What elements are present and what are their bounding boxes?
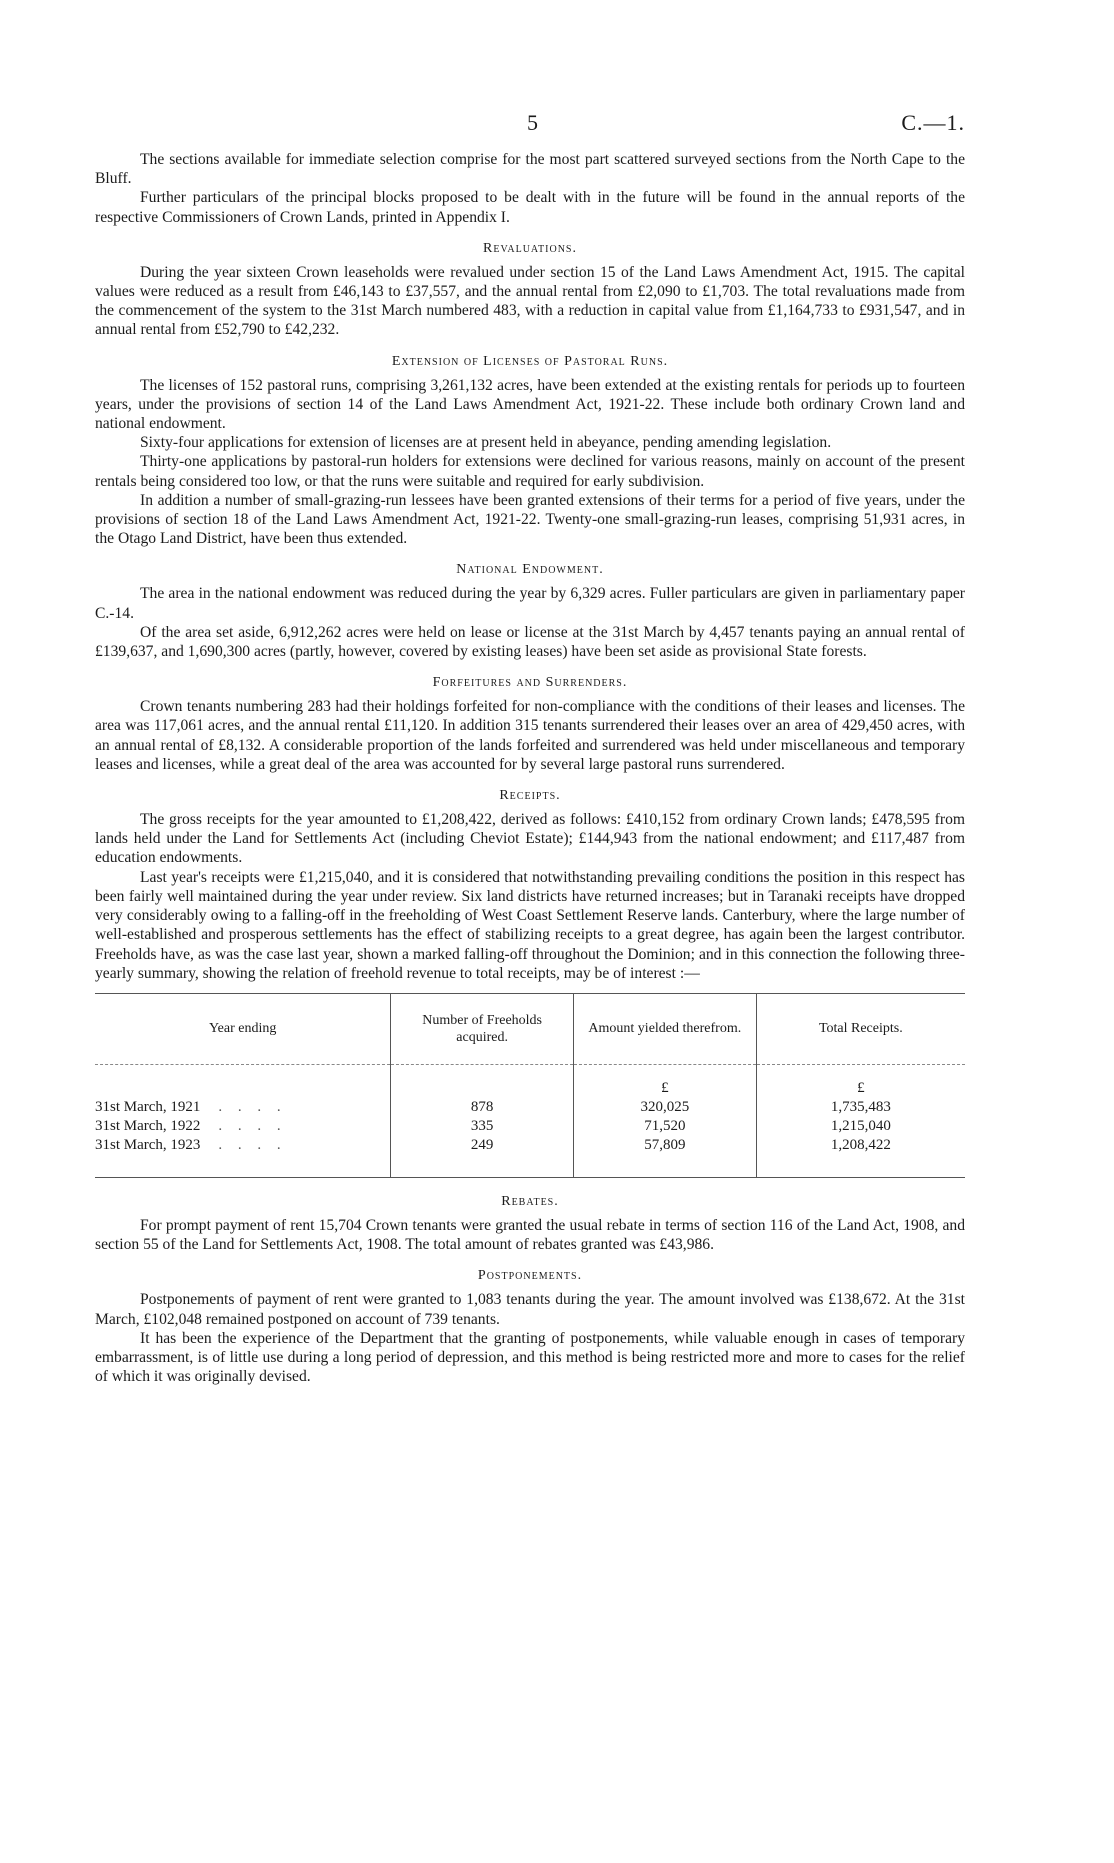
unit-cell <box>391 1064 574 1098</box>
table-row <box>95 1117 965 1136</box>
year-cell <box>95 1098 391 1117</box>
amount-cell: 320,025 <box>573 1098 756 1117</box>
paragraph: It has been the experience of the Department that the granting of postponements, while valuable enough in cases of temporary embarrassment, is of little use during a long period of depression, and this method is being restricted more and more to cases for the relief of which it was originally devised. <box>95 1329 965 1386</box>
year-cell <box>95 1117 391 1136</box>
total-cell: 1,735,483 <box>756 1098 965 1117</box>
paragraph: Sixty-four applications for extension of licenses are at present held in abeyance, pending amending legislation. <box>140 434 832 452</box>
revaluations-section <box>95 241 965 340</box>
section-heading: Postponements. <box>477 1268 583 1284</box>
amount-cell: 71,520 <box>573 1117 756 1136</box>
column-header-year: Year ending <box>95 993 391 1064</box>
section-heading: Rebates. <box>501 1193 559 1209</box>
table-unit-row <box>95 1064 965 1098</box>
freeholds-cell: 878 <box>391 1098 574 1117</box>
paragraph: During the year sixteen Crown leaseholds were revalued under section 15 of the Land Laws Amendment Act, 1915. The capital values were reduced as a result from £46,143 to £37,557, and the annual rental from £2,090 to £1,703. The total revaluations made from the commencement of the system to the 31st March numbered 483, with a reduction in capital value from £1,164,733 to £931,547, and in annual rental from £52,790 to £42,232. <box>95 263 965 339</box>
paragraph: Further particulars of the principal blocks proposed to be dealt with in the future will be found in the annual reports of the respective Commissioners of Crown Lands, printed in Appendix I. <box>95 189 965 226</box>
rebates-section <box>95 1194 965 1254</box>
paragraph: For prompt payment of rent 15,704 Crown tenants were granted the usual rebate in terms of section 116 of the Land Act, 1908, and section 55 of the Land for Settlements Act, 1908. The total amount of rebates granted was £43,986. <box>95 1216 965 1254</box>
paragraph: Of the area set aside, 6,912,262 acres were held on lease or license at the 31st March by 4,457 tenants paying an annual rental of £139,637, and 1,690,300 acres (partly, however, covered by existing leases) have been set aside as provisional State forests. <box>95 623 965 661</box>
section-heading: Revaluations. <box>483 240 577 256</box>
page-code: C.—1. <box>901 110 965 135</box>
column-header-amount: Amount yielded therefrom. <box>573 993 756 1064</box>
freeholds-cell: 335 <box>391 1117 574 1136</box>
unit-cell <box>95 1064 391 1098</box>
section-heading: Receipts. <box>499 788 561 804</box>
paragraph: Postponements of payment of rent were granted to 1,083 tenants during the year. The amount involved was £138,672. At the 31st March, £102,048 remained postponed on account of 739 tenants. <box>95 1291 965 1328</box>
table-row <box>95 1098 965 1117</box>
freeholds-cell: 249 <box>391 1136 574 1178</box>
paragraph: The area in the national endowment was reduced during the year by 6,329 acres. Fuller particulars are given in parliamentary paper C.-14. <box>95 585 965 622</box>
amount-cell: 57,809 <box>573 1136 756 1178</box>
year-label: 31st March, 1922 <box>95 1117 201 1134</box>
unit-cell: £ <box>573 1064 756 1098</box>
leader-dots: . . . . <box>218 1117 287 1134</box>
paragraph: Last year's receipts were £1,215,040, and it is considered that notwithstanding prevailing conditions the position in this respect has been fairly well maintained during the year under review. Six land districts have returned increases; but in Taranaki receipts have dropped very considerably owing to a falling-off in the freeholding of West Coast Settlement Reserve lands. Canterbury, where the large number of well-established and prosperous settlements has the effect of stabilizing receipts to a great degree, has again been the largest contributor. Freeholds have, as was the case last year, shown a marked falling-off throughout the Dominion; and in this connection the following three-yearly summary, showing the relation of freehold revenue to total receipts, may be of interest :— <box>95 868 965 982</box>
paragraph: The gross receipts for the year amounted to £1,208,422, derived as follows: £410,152 from ordinary Crown lands; £478,595 from lands held under the Land for Settlements Act (including Cheviot Estate); £144,943 from the national endowment; and £117,487 from education endowments. <box>95 811 965 867</box>
intro-section <box>95 150 965 227</box>
page-header <box>95 110 965 150</box>
forfeitures-section <box>95 675 965 774</box>
leader-dots: . . . . <box>218 1136 287 1153</box>
table-row <box>95 1136 965 1178</box>
column-header-total: Total Receipts. <box>756 993 965 1064</box>
page-number: 5 <box>527 110 538 135</box>
column-header-freeholds: Number of Freeholds acquired. <box>391 993 574 1064</box>
year-cell <box>95 1136 391 1178</box>
paragraph: Crown tenants numbering 283 had their holdings forfeited for non-compliance with the conditions of their leases and licenses. The area was 117,061 acres, and the annual rental £11,120. In addition 315 tenants surrendered their leases over an area of 429,450 acres, with an annual rental of £8,132. A considerable proportion of the lands forfeited and surrendered was held under miscellaneous and temporary leases and licenses, while a great deal of the area was accounted for by several large pastoral runs surrendered. <box>95 698 965 773</box>
paragraph: The licenses of 152 pastoral runs, comprising 3,261,132 acres, have been extended at the existing rentals for periods up to fourteen years, under the provisions of section 14 of the Land Laws Amendment Act, 1921-22. These include both ordinary Crown land and national endowment. <box>95 376 965 433</box>
receipts-section <box>95 788 965 1178</box>
leader-dots: . . . . <box>218 1098 287 1115</box>
postponements-section <box>95 1268 965 1386</box>
total-cell: 1,215,040 <box>756 1117 965 1136</box>
section-heading: Forfeitures and Surrenders. <box>432 675 628 691</box>
total-cell: 1,208,422 <box>756 1136 965 1178</box>
year-label: 31st March, 1921 <box>95 1098 201 1115</box>
national-endowment-section <box>95 562 965 661</box>
extension-section <box>95 354 965 549</box>
document-page <box>95 110 965 1386</box>
freehold-summary-table <box>95 993 965 1178</box>
unit-cell: £ <box>756 1064 965 1098</box>
paragraph: Thirty-one applications by pastoral-run holders for extensions were declined for various reasons, mainly on account of the present rentals being considered too low, or that the runs were suitable and required for early subdivision. <box>95 453 965 490</box>
section-heading: Extension of Licenses of Pastoral Runs. <box>391 353 669 369</box>
section-heading: National Endowment. <box>456 562 604 578</box>
paragraph: In addition a number of small-grazing-run lessees have been granted extensions of their terms for a period of five years, under the provisions of section 18 of the Land Laws Amendment Act, 1921-22. Twenty-one small-grazing-run leases, comprising 51,931 acres, in the Otago Land District, have been thus extended. <box>95 491 965 548</box>
paragraph: The sections available for immediate selection comprise for the most part scattered surveyed sections from the North Cape to the Bluff. <box>95 151 965 188</box>
year-label: 31st March, 1923 <box>95 1136 201 1153</box>
table-header-row <box>95 993 965 1064</box>
